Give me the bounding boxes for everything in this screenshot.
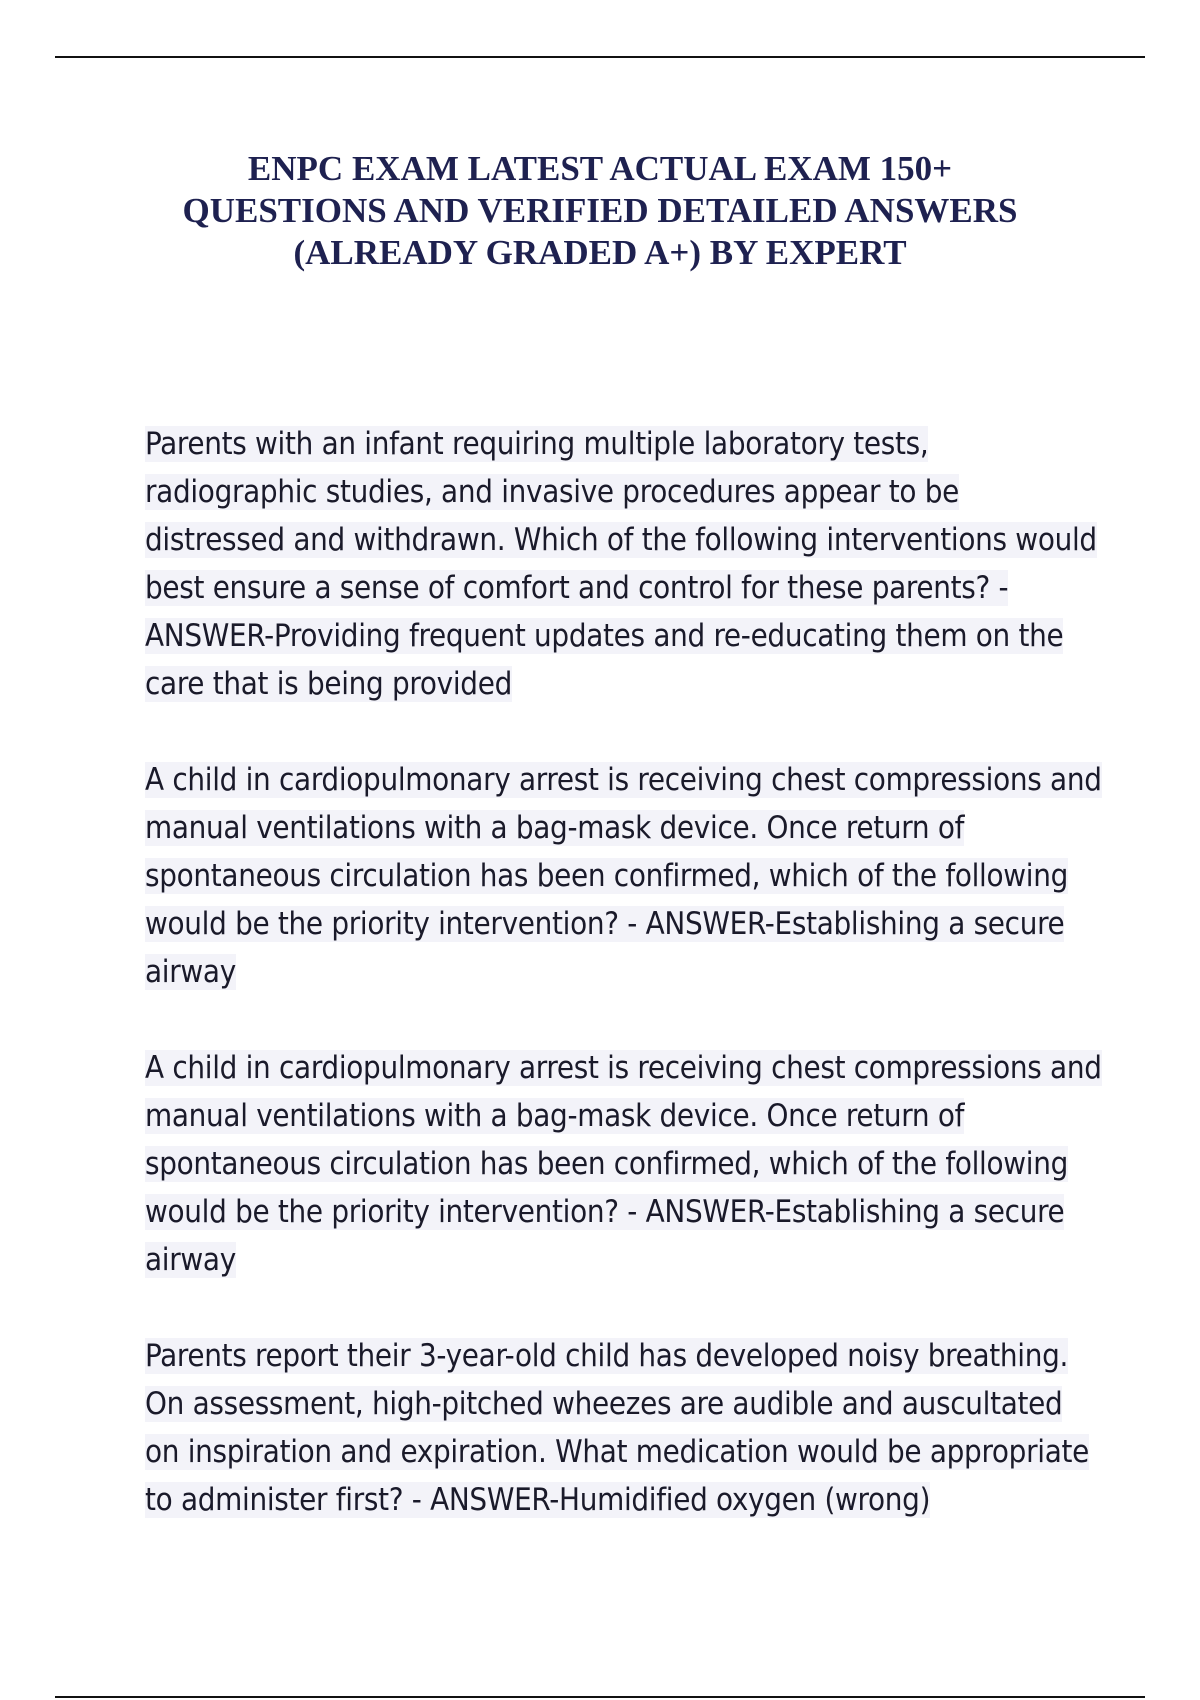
title-line-2: QUESTIONS AND VERIFIED DETAILED ANSWERS <box>182 191 1018 230</box>
qa-item-1 <box>145 420 1105 708</box>
qa-item-4 <box>145 1332 1105 1524</box>
qa-text: Parents with an infant requiring multiple laboratory tests, radiographic studies, and invasive procedures appear to be distressed and withdrawn. Which of the following interventions would best ensure a sense of comfort and control for these parents? - ANSWER-Providing frequent updates and re-educating them on the care that is being provided <box>145 426 1097 702</box>
qa-item-2 <box>145 756 1105 996</box>
top-rule <box>55 56 1145 58</box>
document-title <box>60 148 1140 274</box>
qa-list <box>145 420 1105 1572</box>
bottom-rule <box>55 1696 1145 1698</box>
qa-item-3 <box>145 1044 1105 1284</box>
qa-text: A child in cardiopulmonary arrest is receiving chest compressions and manual ventilations with a bag-mask device. Once return of spontaneous circulation has been confirmed, which of the following would be the priority intervention? - ANSWER-Establishing a secure airway <box>145 1050 1102 1278</box>
title-line-1: ENPC EXAM LATEST ACTUAL EXAM 150+ <box>247 149 953 188</box>
qa-text: A child in cardiopulmonary arrest is receiving chest compressions and manual ventilations with a bag-mask device. Once return of spontaneous circulation has been confirmed, which of the following would be the priority intervention? - ANSWER-Establishing a secure airway <box>145 762 1102 990</box>
title-line-3: (ALREADY GRADED A+) BY EXPERT <box>293 233 907 272</box>
qa-text: Parents report their 3-year-old child has developed noisy breathing. On assessment, high-pitched wheezes are audible and auscultated on inspiration and expiration. What medication would be appropriate to administer first? - ANSWER-Humidified oxygen (wrong) <box>145 1338 1089 1518</box>
